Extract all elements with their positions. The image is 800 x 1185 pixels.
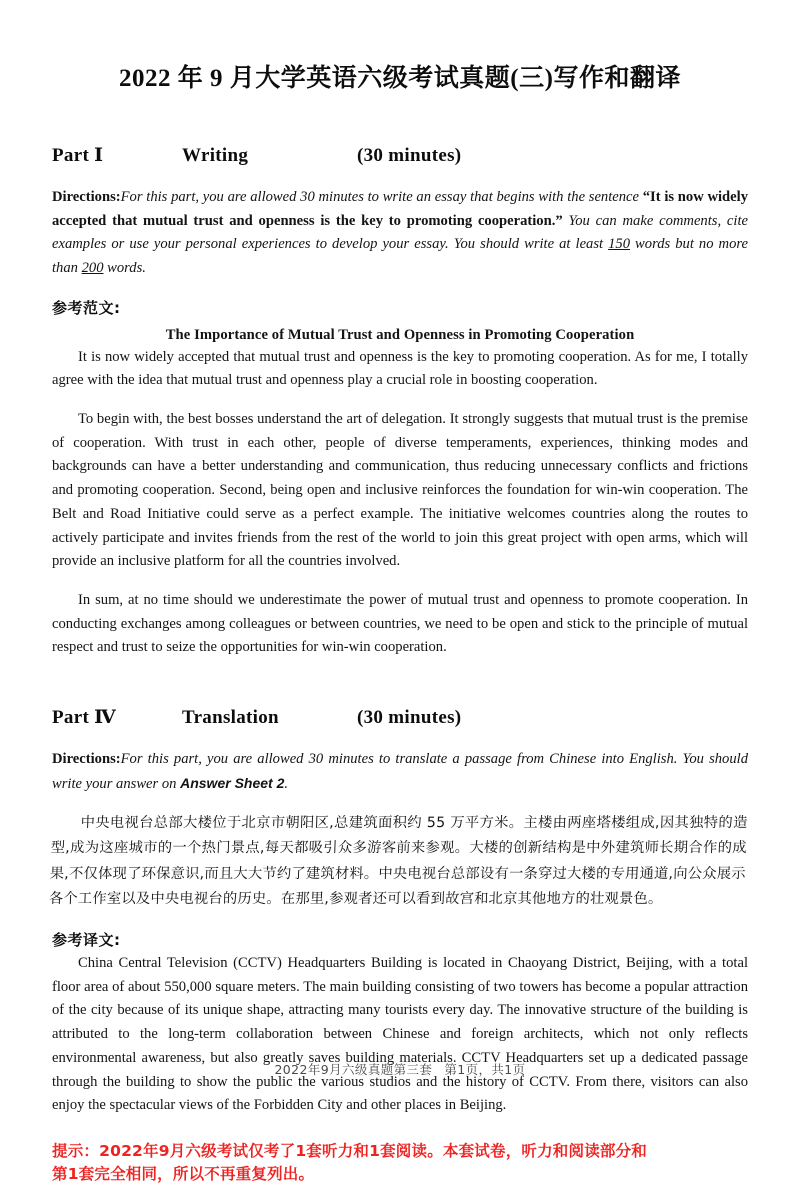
reference-translation-label: 参考译文: xyxy=(52,930,121,949)
english-reference-translation: China Central Television (CCTV) Headquarters Building is located in Chaoyang District, Beijing, with a total floor area of about 550,000 square meters. The main building consisting of two towers has become a popular attraction of the city because of its unique shape, attracting many tourists every day. The innovative structure of the building is attributed to the long-term collaboration between Chinese and foreign architects, which not only reflects environmental awareness, but also greatly saves building materials. CCTV Headquarters set up a dedicated passage through the building to show the public the various studios and the history of CCTV. From there, visitors can also enjoy the spectacular views of the Forbidden City and other places in Beijing. xyxy=(52,954,748,1114)
writing-quote-close: ” xyxy=(555,212,563,229)
writing-directions xyxy=(52,186,748,281)
exam-notice xyxy=(52,1140,748,1185)
translation-directions-label: Directions: xyxy=(52,751,121,768)
sample-essay-label: 参考范文: xyxy=(52,298,121,317)
part-translation-label: Part Ⅳ xyxy=(52,707,116,729)
footer-source: 2022年9月六级真题第三套 xyxy=(274,1062,433,1077)
part-translation-heading xyxy=(52,706,748,729)
writing-required-sentence: It is now widely accepted that mutual trust and openness is the key to promoting cooperation. xyxy=(52,189,748,229)
part-translation-time-limit: (30 minutes) xyxy=(357,707,462,729)
writing-directions-text-3: words but no more than xyxy=(52,236,748,276)
writing-min-words: 150 xyxy=(608,236,631,253)
footer-page-info: 第1页，共1页 xyxy=(444,1062,526,1077)
essay-paragraph: In sum, at no time should we underestimate the power of mutual trust and openness to promote cooperation. In conducting exchanges among colleagues or between countries, we need to be open and stick to the principle of mutual respect and trust to seize the opportunities for win-win cooperation. xyxy=(52,591,748,656)
exam-notice-line: 第1套完全相同，所以不再重复列出。 xyxy=(52,1164,315,1183)
essay-paragraph: It is now widely accepted that mutual trust and openness is the key to promoting cooperation. As for me, I totally agree with the idea that mutual trust and openness play a crucial role in boosting cooperation. xyxy=(52,348,748,389)
page-title: 2022 年 9 月大学英语六级考试真题(三)写作和翻译 xyxy=(119,65,681,92)
translation-directions-text-1: For this part, you are allowed 30 minutes to translate a passage from Chinese into English. You should write your answer on xyxy=(52,751,748,792)
chinese-source-passage: 中央电视台总部大楼位于北京市朝阳区,总建筑面积约 55 万平方米。主楼由两座塔楼组成,因其独特的造型,成为这座城市的一个热门景点,每天都吸引众多游客前来参观。大楼的创新结构是中外建筑师长期合作的成果,不仅体现了环保意识,而且大大节约了建筑材料。中央电视台总部设有一条穿过大楼的专用通道,向公众展示各个工作室以及中央电视台的历史。在那里,参观者还可以看到故宫和北京其他地方的壮观景色。 xyxy=(48,815,748,908)
essay-paragraph: To begin with, the best bosses understand the art of delegation. It strongly suggests that mutual trust is the premise of cooperation. With trust in each other, people of diverse temperaments, experiences, thinking modes and backgrounds can have a better understanding and communication, thus reducing unnecessary conflicts and frictions and promoting cooperation. Second, being open and inclusive reinforces the foundation for win-win cooperation. The Belt and Road Initiative could serve as a perfect example. The initiative welcomes countries along the routes to actively participate and invites friends from the rest of the world to join this great project with open arms, which will provide an inclusive platform for all the countries involved. xyxy=(52,410,748,570)
writing-directions-label: Directions: xyxy=(52,189,121,205)
page-footer xyxy=(0,1060,800,1078)
part-writing-time-limit: (30 minutes) xyxy=(357,145,462,166)
part-writing-label: Part Ⅰ xyxy=(52,145,104,166)
exam-notice-line: 提示：2022年9月六级考试仅考了1套听力和1套阅读。本套试卷，听力和阅读部分和 xyxy=(52,1142,647,1161)
writing-directions-text-4: words. xyxy=(103,259,146,276)
translation-directions-text-2: . xyxy=(284,775,289,792)
writing-directions-text-2: You can make comments, cite examples or use your personal experiences to develop your essay. You should write at least xyxy=(52,212,748,253)
writing-directions-text-1: For this part, you are allowed 30 minutes to write an essay that begins with the sentence xyxy=(120,189,643,205)
sample-essay-title: The Importance of Mutual Trust and Openness in Promoting Cooperation xyxy=(165,326,635,343)
writing-max-words: 200 xyxy=(81,259,104,276)
answer-sheet-reference: Answer Sheet 2 xyxy=(180,774,285,791)
writing-quote-open: “ xyxy=(642,189,651,205)
part-writing-section-name: Writing xyxy=(182,145,249,166)
part-writing-heading xyxy=(52,144,748,167)
translation-directions xyxy=(52,748,748,796)
part-translation-section-name: Translation xyxy=(182,707,279,729)
